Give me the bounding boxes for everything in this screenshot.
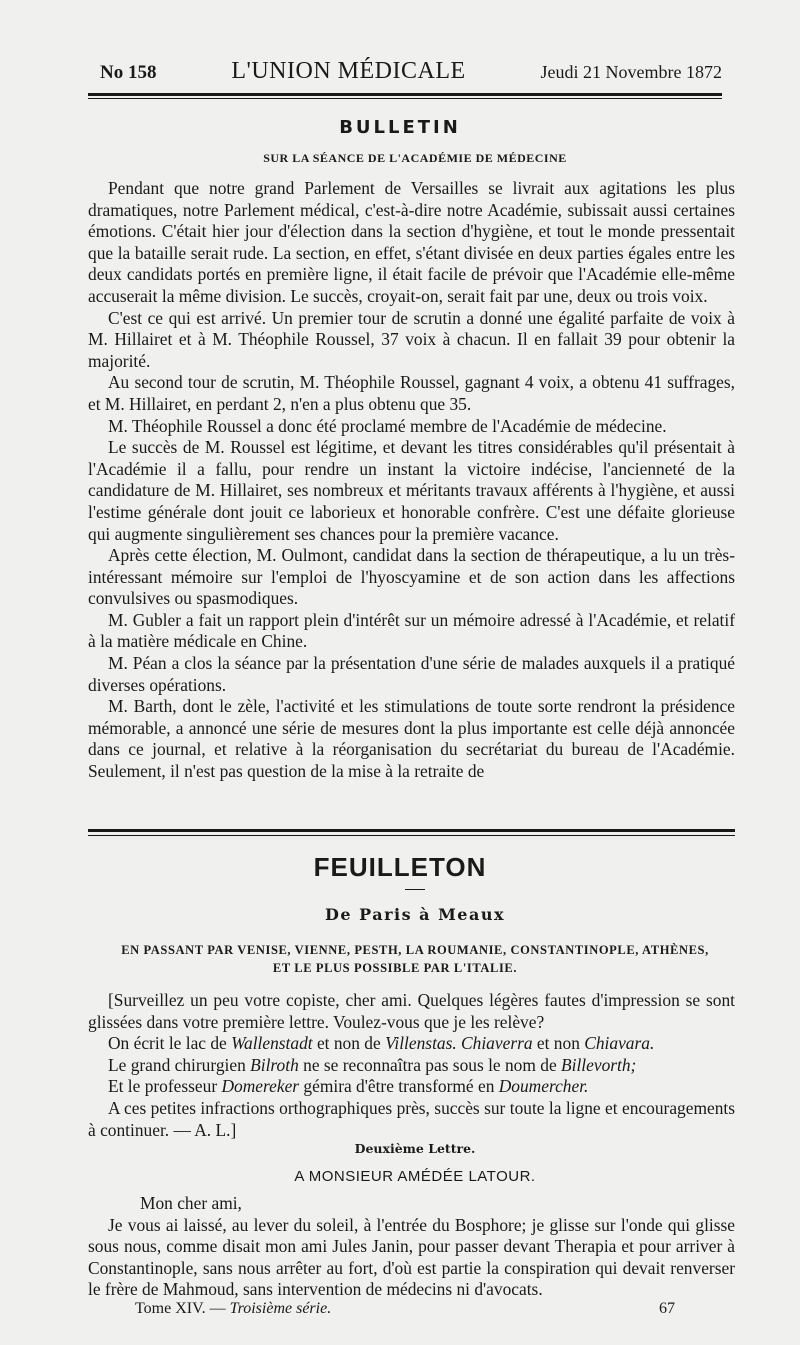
text-run: Et le professeur — [108, 1076, 222, 1097]
text-run: Domereker — [221, 1076, 300, 1097]
text-run: On écrit le lac de — [108, 1033, 232, 1054]
page-header — [100, 58, 722, 85]
text-run: gémira d'être transformé en — [299, 1076, 499, 1097]
bulletin-paragraph: M. Gubler a fait un rapport plein d'intérêt sur un mémoire adressé à l'Académie, et relatif à la matière médicale en Chine. — [88, 609, 735, 652]
volume-label: Tome XIV. — — [135, 1300, 230, 1317]
letter-heading: Deuxième Lettre. — [354, 1141, 476, 1156]
text-run: Le grand chirurgien — [108, 1054, 251, 1075]
correction-line — [88, 1055, 735, 1077]
page-number: 67 — [659, 1300, 675, 1317]
bulletin-paragraph: M. Barth, dont le zèle, l'activité et les stimulations de toute sorte rendront la présidence mémorable, a annoncé une série de mesures dont la plus importante est celle déjà annoncée dans ce journal, et relative à la réorganisation du secrétariat du bureau de l'Académie. Seulement, il n'est pas question de la mise à la retraite de — [88, 696, 735, 782]
bulletin-paragraph: M. Péan a clos la séance par la présentation d'une série de malades auxquels il a pratiqué diverses opérations. — [88, 653, 735, 695]
bulletin-title: BULLETIN — [339, 117, 461, 138]
letter-addressee: A MONSIEUR AMÉDÉE LATOUR. — [294, 1168, 536, 1185]
feuilleton-title: FEUILLETON — [313, 852, 487, 882]
route-line: ET LE PLUS POSSIBLE PAR L'ITALIE. — [272, 961, 518, 975]
bulletin-paragraph: Pendant que notre grand Parlement de Versailles se livrait aux agitations les plus dramatiques, notre Parlement médical, c'est-à-dire notre Académie, subissait aussi certaines émotions. C'était hier jour d'élection dans la section d'hygiène, et tout le monde pressentait que la bataille serait rude. La section, en effet, s'étant divisée en deux parties égales entre les deux candidats portés en première ligne, il était facile de prévoir que l'Académie elle-même accuserait la même division. Le succès, croyait-on, serait fait par une, deux ou trois voix. — [88, 178, 735, 306]
feuilleton-divider — [88, 829, 735, 832]
text-run: Villenstas. Chiaverra — [385, 1033, 533, 1054]
feuilleton-subtitle: De Paris à Meaux — [324, 905, 506, 924]
volume-info — [135, 1300, 331, 1318]
letter-body — [88, 1193, 735, 1301]
bulletin-paragraph: Le succès de M. Roussel est légitime, et devant les titres considérables qu'il présentait à l'Académie il a fallu, pour rendre un instant la victoire indécise, l'ancienneté de la candidature de M. Hillairet, ses nombreux et méritants travaux afférents à l'hygiène, et aussi l'estime générale dont jouit ce laborieux et honorable confrère. C'est une défaite glorieuse qui augmente singulièrement ses chances pour la première vacance. — [88, 437, 735, 544]
bulletin-body — [88, 178, 735, 783]
text-run: Chiavara. — [584, 1033, 655, 1054]
feuilleton-divider-thin — [88, 835, 735, 836]
text-run: et non — [532, 1033, 585, 1054]
bulletin-paragraph: M. Théophile Roussel a donc été proclamé membre de l'Académie de médecine. — [108, 415, 667, 436]
correction-line — [88, 1076, 735, 1098]
feuilleton-closing: A ces petites infractions orthographiques près, succès sur toute la ligne et encouragements à continuer. — A. L.] — [88, 1097, 735, 1140]
text-run: Bilroth — [250, 1054, 299, 1075]
text-run: Wallenstadt — [231, 1033, 313, 1054]
bulletin-paragraph: Après cette élection, M. Oulmont, candidat dans la section de thérapeutique, a lu un très-intéressant mémoire sur l'emploi de l'hyoscyamine et de son action dans les affections convulsives ou spasmodiques. — [88, 545, 735, 609]
text-run: Doumercher. — [498, 1076, 589, 1097]
route-line: EN PASSANT PAR VENISE, VIENNE, PESTH, LA ROUMANIE, CONSTANTINOPLE, ATHÈNES, — [121, 943, 709, 957]
letter-paragraph: Je vous ai laissé, au lever du soleil, à l'entrée du Bosphore; je glisse sur l'onde qui glisse sous nous, comme disait mon ami Jules Janin, pour passer devant Therapia et pour arriver à Constantinople, sans nous arrêter au fort, d'où est partie la conspiration qui devait renverser le frère de Mahmoud, sans intervention de médecins ni d'avocats. — [88, 1214, 735, 1300]
bulletin-paragraph: C'est ce qui est arrivé. Un premier tour de scrutin a donné une égalité parfaite de voix à M. Hillairet et à M. Théophile Roussel, 37 voix à chacun. Il en fallait 39 pour obtenir la majorité. — [88, 307, 735, 371]
series-label: Troisième série. — [229, 1300, 332, 1317]
feuilleton-body — [88, 990, 735, 1141]
feuilleton-intro: [Surveillez un peu votre copiste, cher ami. Quelques légères fautes d'impression se sont glissées dans votre première lettre. Voulez-vous que je les relève? — [88, 990, 735, 1032]
letter-salutation: Mon cher ami, — [140, 1193, 242, 1213]
journal-title: L'UNION MÉDICALE — [231, 58, 466, 84]
issue-number: No 158 — [100, 62, 157, 83]
title-dash — [405, 889, 425, 890]
header-rule-thin — [88, 98, 722, 99]
page-footer — [135, 1300, 675, 1318]
text-run: et non de — [312, 1033, 386, 1054]
bulletin-subtitle: SUR LA SÉANCE DE L'ACADÉMIE DE MÉDECINE — [263, 151, 567, 165]
correction-line — [88, 1033, 735, 1055]
text-run: Billevorth; — [561, 1054, 637, 1075]
text-run: ne se reconnaîtra pas sous le nom de — [298, 1054, 562, 1075]
header-rule — [88, 93, 722, 96]
bulletin-paragraph: Au second tour de scrutin, M. Théophile Roussel, gagnant 4 voix, a obtenu 41 suffrages, et M. Hillairet, en perdant 2, n'en a plus obtenu que 35. — [88, 372, 735, 414]
issue-date: Jeudi 21 Novembre 1872 — [540, 62, 722, 82]
